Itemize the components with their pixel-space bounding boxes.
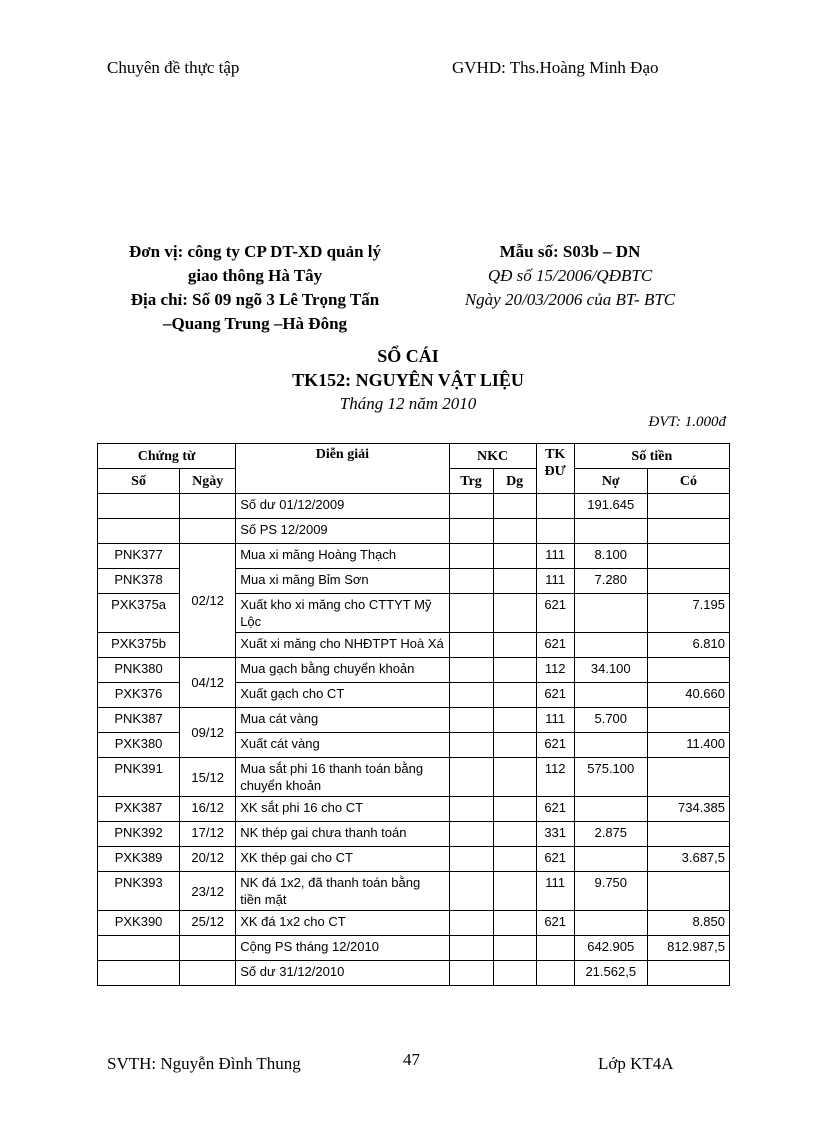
form-date: Ngày 20/03/2006 của BT- BTC [464, 290, 676, 309]
col-trg: Trg [449, 469, 493, 494]
header-left: Chuyên đề thực tập [107, 58, 240, 77]
cell-number: PNK380 [98, 658, 180, 683]
cell-debit: 2.875 [574, 822, 647, 847]
cell-debit: 9.750 [574, 872, 647, 911]
cell-tk: 621 [536, 683, 574, 708]
table-row [98, 658, 730, 683]
cell-credit: 812.987,5 [647, 936, 729, 961]
cell-credit: 734.385 [647, 797, 729, 822]
cell-credit [647, 569, 729, 594]
cell-trg [449, 797, 493, 822]
cell-date [180, 519, 236, 544]
unit-line1: Đơn vị: công ty CP DT-XD quản lý [128, 242, 382, 261]
cell-number [98, 961, 180, 986]
cell-tk: 111 [536, 544, 574, 569]
cell-debit: 7.280 [574, 569, 647, 594]
cell-credit: 6.810 [647, 633, 729, 658]
cell-debit: 642.905 [574, 936, 647, 961]
cell-credit: 40.660 [647, 683, 729, 708]
cell-date [180, 936, 236, 961]
cell-trg [449, 544, 493, 569]
cell-tk: 621 [536, 594, 574, 633]
cell-credit [647, 658, 729, 683]
cell-dg [493, 633, 536, 658]
cell-date [180, 494, 236, 519]
cell-trg [449, 519, 493, 544]
cell-trg [449, 758, 493, 797]
table-row [98, 911, 730, 936]
cell-dg [493, 758, 536, 797]
ledger-table [97, 443, 730, 986]
cell-description: XK đá 1x2 cho CT [236, 911, 449, 936]
cell-debit: 5.700 [574, 708, 647, 733]
cell-number: PNK392 [98, 822, 180, 847]
cell-description: Mua sắt phi 16 thanh toán bằng chuyển khoản [236, 758, 449, 797]
cell-description: NK thép gai chưa thanh toán [236, 822, 449, 847]
cell-dg [493, 797, 536, 822]
cell-dg [493, 911, 536, 936]
table-row [98, 544, 730, 569]
cell-dg [493, 961, 536, 986]
cell-number: PNK377 [98, 544, 180, 569]
cell-tk: 621 [536, 797, 574, 822]
table-row [98, 494, 730, 519]
cell-trg [449, 569, 493, 594]
cell-tk [536, 961, 574, 986]
cell-trg [449, 733, 493, 758]
cell-date: 02/12 [180, 544, 236, 658]
cell-date [180, 961, 236, 986]
cell-description: NK đá 1x2, đã thanh toán bằng tiền mặt [236, 872, 449, 911]
cell-trg [449, 872, 493, 911]
cell-description: Xuất xi măng cho NHĐTPT Hoà Xá [236, 633, 449, 658]
cell-debit [574, 519, 647, 544]
cell-description: Xuất kho xi măng cho CTTYT Mỹ Lộc [236, 594, 449, 633]
cell-number: PXK387 [98, 797, 180, 822]
cell-trg [449, 594, 493, 633]
period: Tháng 12 năm 2010 [339, 394, 477, 413]
cell-debit: 34.100 [574, 658, 647, 683]
cell-credit: 3.687,5 [647, 847, 729, 872]
cell-credit: 8.850 [647, 911, 729, 936]
cell-credit [647, 519, 729, 544]
cell-number [98, 519, 180, 544]
cell-description: Mua cát vàng [236, 708, 449, 733]
table-row [98, 519, 730, 544]
col-nkc: NKC [449, 444, 536, 469]
cell-dg [493, 733, 536, 758]
account-title: TK152: NGUYÊN VẬT LIỆU [292, 370, 524, 390]
cell-trg [449, 847, 493, 872]
cell-debit [574, 797, 647, 822]
col-description: Diễn giải [236, 444, 449, 494]
cell-description: Mua gạch bằng chuyển khoản [236, 658, 449, 683]
cell-credit: 7.195 [647, 594, 729, 633]
cell-trg [449, 911, 493, 936]
cell-debit [574, 633, 647, 658]
cell-trg [449, 683, 493, 708]
ledger-title: SỔ CÁI [377, 346, 439, 366]
unit-info [100, 240, 410, 336]
cell-credit [647, 961, 729, 986]
cell-trg [449, 822, 493, 847]
cell-debit [574, 594, 647, 633]
cell-trg [449, 936, 493, 961]
cell-tk: 111 [536, 708, 574, 733]
cell-number: PXK380 [98, 733, 180, 758]
cell-description: Mua xi măng Hoàng Thạch [236, 544, 449, 569]
cell-tk [536, 494, 574, 519]
cell-description: Số dư 31/12/2010 [236, 961, 449, 986]
cell-dg [493, 822, 536, 847]
cell-description: Xuất cát vàng [236, 733, 449, 758]
cell-trg [449, 494, 493, 519]
col-debit: Nợ [574, 469, 647, 494]
cell-trg [449, 708, 493, 733]
cell-description: XK thép gai cho CT [236, 847, 449, 872]
cell-date: 17/12 [180, 822, 236, 847]
cell-dg [493, 872, 536, 911]
cell-dg [493, 569, 536, 594]
col-amount: Số tiền [574, 444, 729, 469]
cell-tk: 112 [536, 658, 574, 683]
cell-dg [493, 936, 536, 961]
col-tk: TK ĐƯ [536, 444, 574, 494]
cell-tk: 112 [536, 758, 574, 797]
cell-tk: 111 [536, 872, 574, 911]
cell-number: PXK390 [98, 911, 180, 936]
col-credit: Có [647, 469, 729, 494]
cell-tk: 621 [536, 847, 574, 872]
cell-number: PNK387 [98, 708, 180, 733]
cell-tk [536, 519, 574, 544]
cell-number [98, 936, 180, 961]
table-row [98, 936, 730, 961]
cell-number: PNK391 [98, 758, 180, 797]
cell-date: 04/12 [180, 658, 236, 708]
currency-unit: ĐVT: 1.000đ [648, 414, 726, 430]
cell-tk: 621 [536, 633, 574, 658]
cell-dg [493, 544, 536, 569]
cell-credit [647, 708, 729, 733]
cell-number: PXK375b [98, 633, 180, 658]
cell-debit [574, 847, 647, 872]
cell-tk: 621 [536, 733, 574, 758]
col-voucher: Chứng từ [98, 444, 236, 469]
cell-description: Số dư 01/12/2009 [236, 494, 449, 519]
cell-dg [493, 519, 536, 544]
form-code: Mẫu số: S03b – DN [499, 242, 641, 261]
table-row [98, 797, 730, 822]
footer-left: SVTH: Nguyễn Đình Thung [107, 1054, 301, 1073]
cell-date: 20/12 [180, 847, 236, 872]
table-row [98, 961, 730, 986]
cell-dg [493, 594, 536, 633]
cell-dg [493, 847, 536, 872]
cell-debit: 21.562,5 [574, 961, 647, 986]
table-row [98, 872, 730, 911]
col-number: Số [98, 469, 180, 494]
cell-credit [647, 544, 729, 569]
cell-trg [449, 658, 493, 683]
header-right: GVHD: Ths.Hoàng Minh Đạo [452, 58, 659, 77]
cell-tk: 331 [536, 822, 574, 847]
cell-trg [449, 961, 493, 986]
cell-description: Xuất gạch cho CT [236, 683, 449, 708]
cell-tk: 621 [536, 911, 574, 936]
cell-credit [647, 494, 729, 519]
cell-description: XK sắt phi 16 cho CT [236, 797, 449, 822]
cell-credit [647, 758, 729, 797]
cell-trg [449, 633, 493, 658]
cell-description: Cộng PS tháng 12/2010 [236, 936, 449, 961]
cell-tk: 111 [536, 569, 574, 594]
form-info [440, 240, 700, 312]
col-date: Ngày [180, 469, 236, 494]
cell-credit [647, 872, 729, 911]
col-dg: Dg [493, 469, 536, 494]
cell-number: PNK393 [98, 872, 180, 911]
unit-line2: giao thông Hà Tây [187, 266, 323, 285]
cell-dg [493, 683, 536, 708]
cell-debit: 191.645 [574, 494, 647, 519]
cell-date: 16/12 [180, 797, 236, 822]
table-row [98, 847, 730, 872]
form-decision: QĐ số 15/2006/QĐBTC [487, 266, 653, 285]
table-row [98, 708, 730, 733]
cell-debit [574, 733, 647, 758]
cell-date: 23/12 [180, 872, 236, 911]
unit-line3: Địa chỉ: Số 09 ngõ 3 Lê Trọng Tấn [130, 290, 380, 309]
cell-date: 25/12 [180, 911, 236, 936]
cell-dg [493, 708, 536, 733]
page-number: 47 [403, 1050, 420, 1069]
cell-debit: 8.100 [574, 544, 647, 569]
cell-number [98, 494, 180, 519]
cell-debit [574, 683, 647, 708]
cell-dg [493, 658, 536, 683]
footer-right: Lớp KT4A [598, 1054, 674, 1073]
cell-tk [536, 936, 574, 961]
cell-dg [493, 494, 536, 519]
cell-number: PXK389 [98, 847, 180, 872]
cell-debit: 575.100 [574, 758, 647, 797]
cell-credit [647, 822, 729, 847]
cell-description: Số PS 12/2009 [236, 519, 449, 544]
table-row [98, 822, 730, 847]
cell-number: PNK378 [98, 569, 180, 594]
cell-number: PXK376 [98, 683, 180, 708]
cell-debit [574, 911, 647, 936]
cell-description: Mua xi măng Bỉm Sơn [236, 569, 449, 594]
table-row [98, 758, 730, 797]
cell-date: 15/12 [180, 758, 236, 797]
cell-number: PXK375a [98, 594, 180, 633]
unit-line4: –Quang Trung –Hà Đông [162, 314, 348, 333]
cell-credit: 11.400 [647, 733, 729, 758]
cell-date: 09/12 [180, 708, 236, 758]
